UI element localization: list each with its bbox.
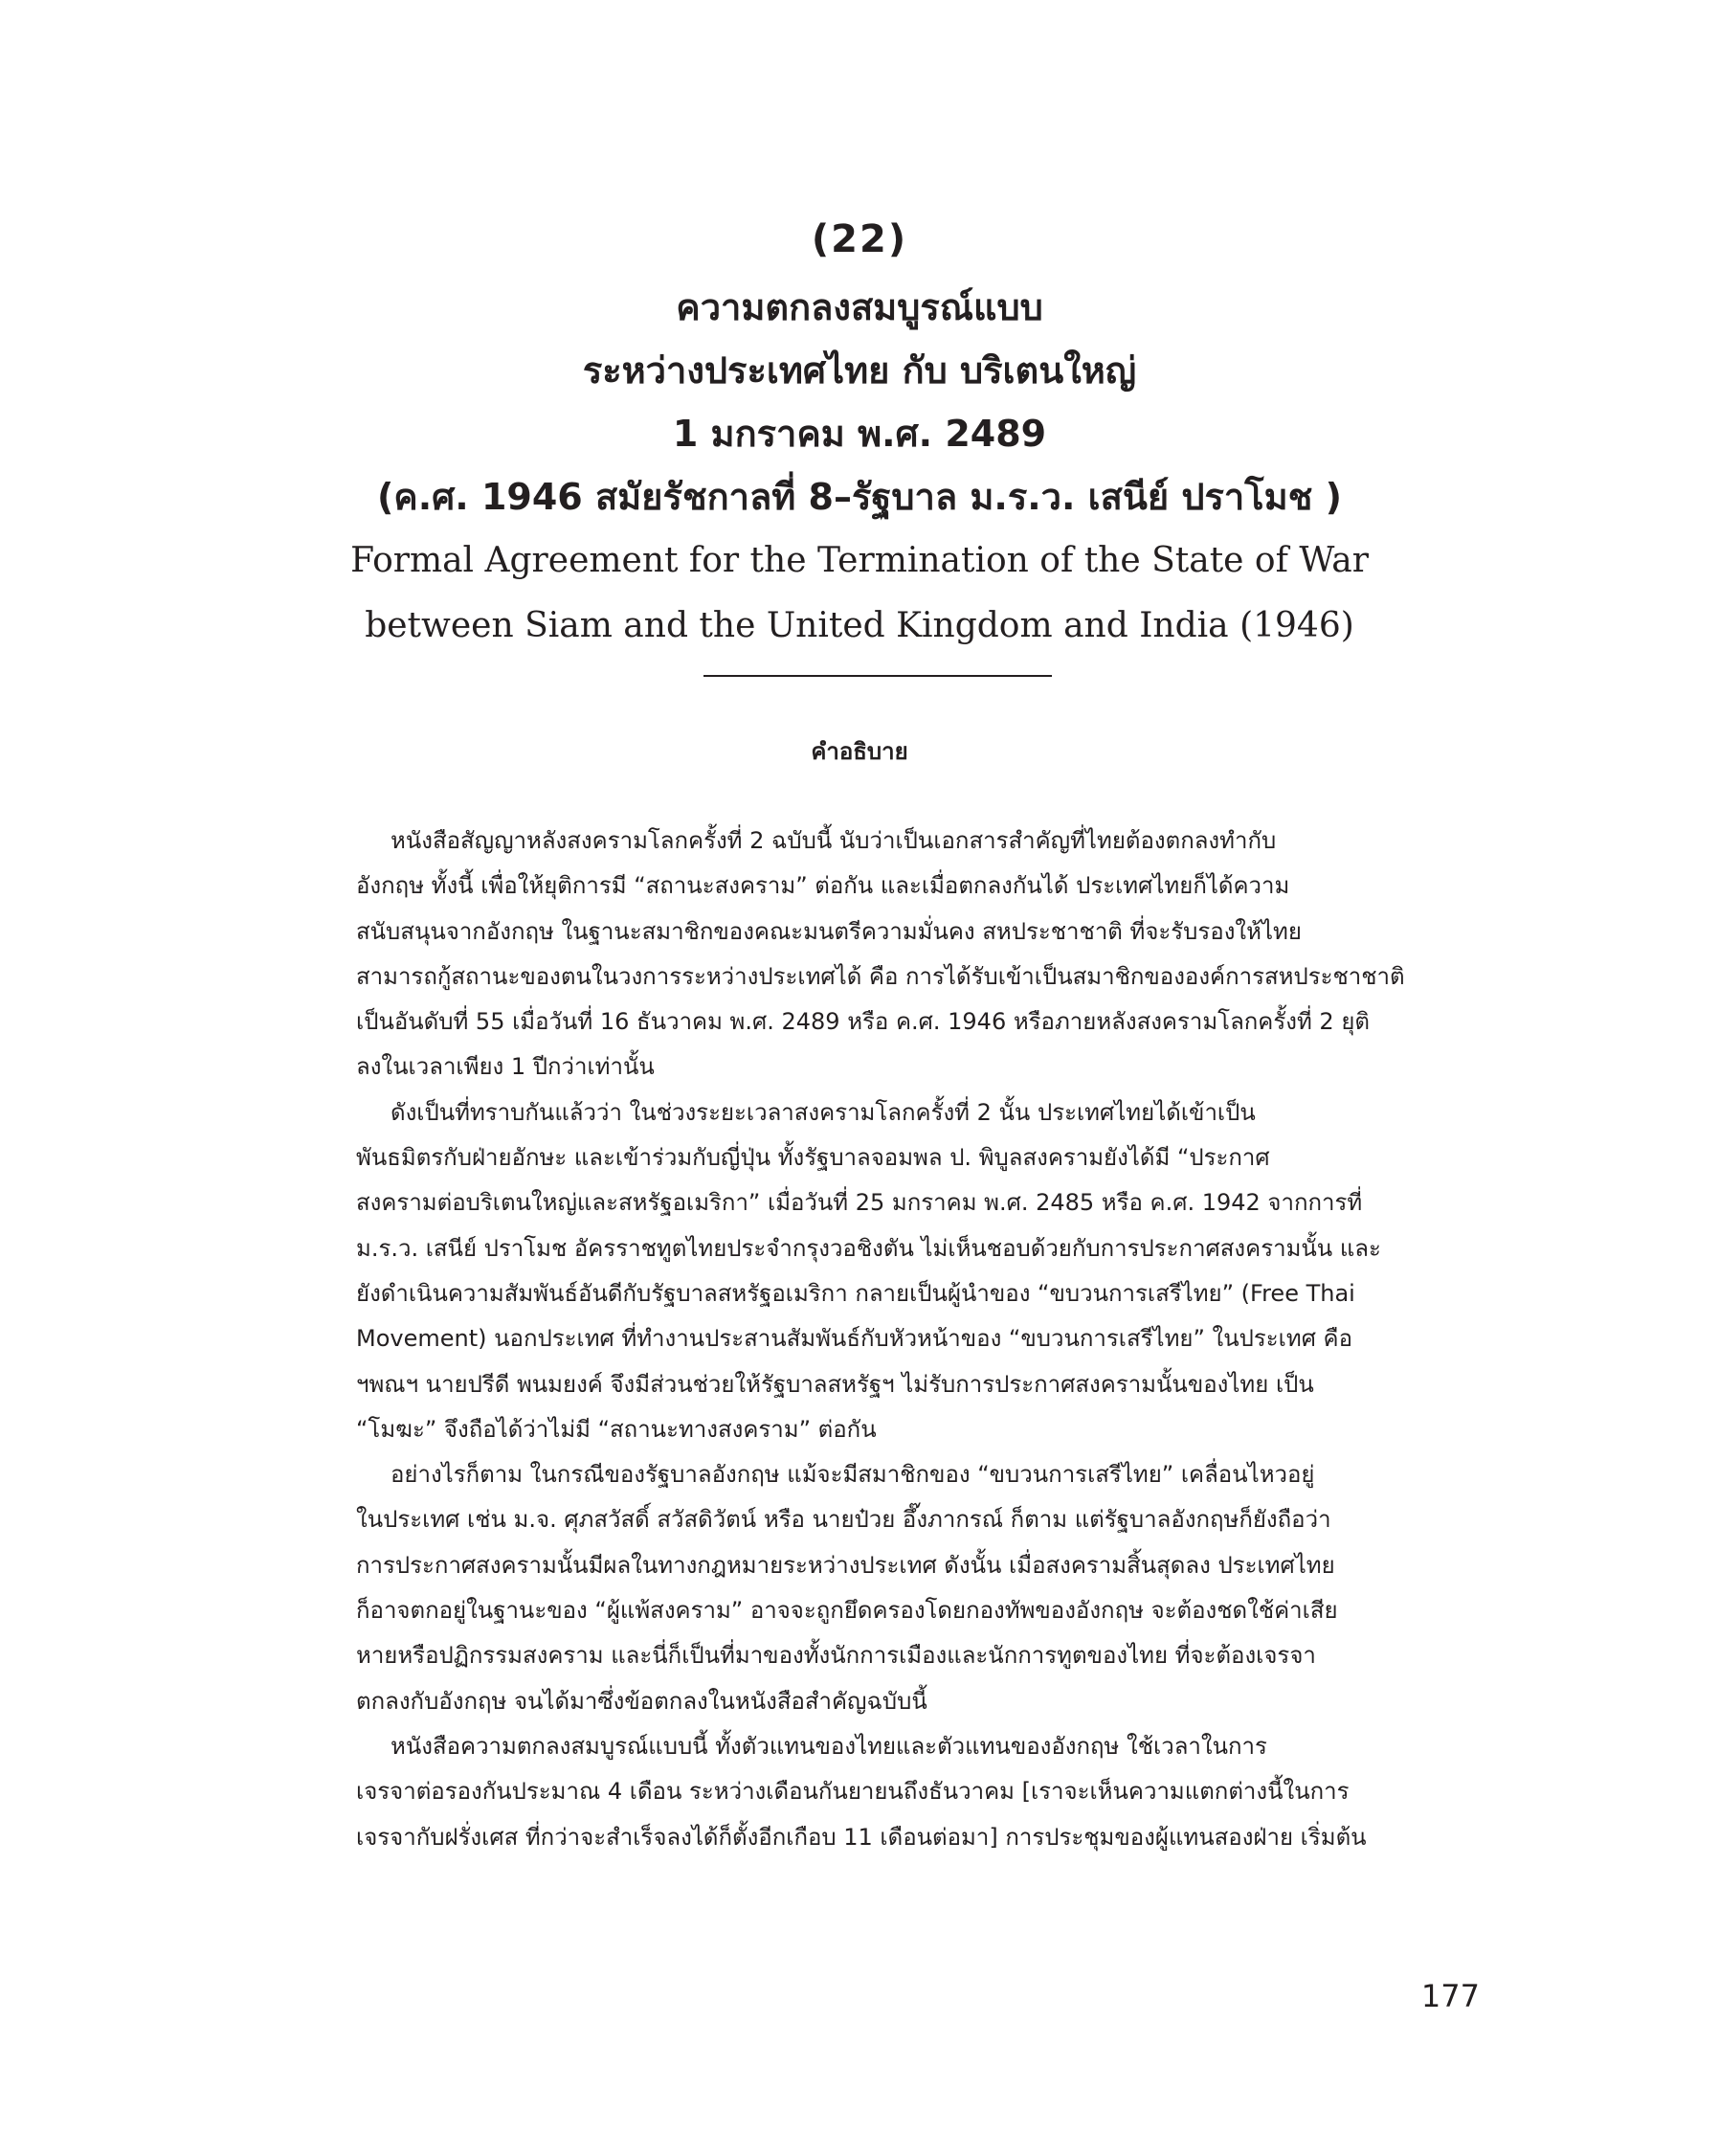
body-line: สนับสนุนจากอังกฤษ ในฐานะสมาชิกของคณะมนตรีความมั่นคง สหประชาชาติ ที่จะรับรองให้ไทย [356,917,1302,945]
body-line: สามารถกู้สถานะของตนในวงการระหว่างประเทศได้ คือ การได้รับเข้าเป็นสมาชิกขององค์การสหประชาชาติ [356,962,1405,990]
body-line: ตกลงกับอังกฤษ จนได้มาซึ่งข้อตกลงในหนังสือสำคัญฉบับนี้ [356,1687,927,1715]
body-line: หนังสือความตกลงสมบูรณ์แบบนี้ ทั้งตัวแทนของไทยและตัวแทนของอังกฤษ ใช้เวลาในการ [391,1732,1267,1760]
section-heading: คำอธิบาย [811,738,908,765]
thai-title-line-3: 1 มกราคม พ.ศ. 2489 [672,413,1047,455]
body-line: หายหรือปฏิกรรมสงคราม และนี่ก็เป็นที่มาของทั้งนักการเมืองและนักการทูตของไทย ที่จะต้องเจรจา [356,1642,1316,1670]
body-line: ยังดำเนินความสัมพันธ์อันดีกับรัฐบาลสหรัฐอเมริกา กลายเป็นผู้นำของ “ขบวนการเสรีไทย” (Free Thai [356,1279,1355,1307]
body-line: ก็อาจตกอยู่ในฐานะของ “ผู้แพ้สงคราม” อาจจะถูกยึดครองโดยกองทัพของอังกฤษ จะต้องชดใช้ค่าเสีย [356,1597,1338,1625]
body-line: สงครามต่อบริเตนใหญ่และสหรัฐอเมริกา” เมื่อวันที่ 25 มกราคม พ.ศ. 2485 หรือ ค.ศ. 1942 จากการที่ [356,1189,1363,1217]
page-number: 177 [1420,1978,1480,2014]
body-line: ในประเทศ เช่น ม.จ. ศุภสวัสดิ์ สวัสดิวัตน์ หรือ นายป๋วย อึ๊งภากรณ์ ก็ตาม แต่รัฐบาลอังกฤษก็ยังถือว่า [356,1506,1331,1534]
body-line: การประกาศสงครามนั้นมีผลในทางกฎหมายระหว่างประเทศ ดังนั้น เมื่อสงครามสิ้นสุดลง ประเทศไทย [356,1551,1335,1579]
document-number: (22) [811,217,908,261]
thai-title-line-4: (ค.ศ. 1946 สมัยรัชกาลที่ 8–รัฐบาล ม.ร.ว. เสนีย์ ปราโมช ) [376,476,1343,518]
english-title-line-2: between Siam and the United Kingdom and India (1946) [365,606,1354,645]
body-line: ลงในเวลาเพียง 1 ปีกว่าเท่านั้น [356,1053,655,1081]
body-line: อย่างไรก็ตาม ในกรณีของรัฐบาลอังกฤษ แม้จะมีสมาชิกของ “ขบวนการเสรีไทย” เคลื่อนไหวอยู่ [391,1461,1315,1489]
body-line: ม.ร.ว. เสนีย์ ปราโมช อัครราชทูตไทยประจำกรุงวอชิงตัน ไม่เห็นชอบด้วยกับการประกาศสงครามนั้น และ [356,1234,1381,1262]
body-line: พันธมิตรกับฝ่ายอักษะ และเข้าร่วมกับญี่ปุ่น ทั้งรัฐบาลจอมพล ป. พิบูลสงครามยังได้มี “ประกาศ [356,1144,1270,1172]
title-divider [703,675,1052,677]
thai-title-line-2: ระหว่างประเทศไทย กับ บริเตนใหญ่ [582,349,1137,392]
body-line: เจรจากับฝรั่งเศส ที่กว่าจะสำเร็จลงได้ก็ตั้งอีกเกือบ 11 เดือนต่อมา] การประชุมของผู้แทนสองฝ่าย เริ่มต้น [356,1823,1367,1851]
body-line: หนังสือสัญญาหลังสงครามโลกครั้งที่ 2 ฉบับนี้ นับว่าเป็นเอกสารสำคัญที่ไทยต้องตกลงทำกับ [391,827,1277,854]
body-line: Movement) นอกประเทศ ที่ทำงานประสานสัมพันธ์กับหัวหน้าของ “ขบวนการเสรีไทย” ในประเทศ คือ [356,1325,1353,1353]
body-line: เป็นอันดับที่ 55 เมื่อวันที่ 16 ธันวาคม พ.ศ. 2489 หรือ ค.ศ. 1946 หรือภายหลังสงครามโลกครั้งที่ 2 ยุติ [356,1008,1370,1036]
body-line: เจรจาต่อรองกันประมาณ 4 เดือน ระหว่างเดือนกันยายนถึงธันวาคม [เราจะเห็นความแตกต่างนี้ในการ [356,1778,1350,1806]
body-line: อังกฤษ ทั้งนี้ เพื่อให้ยุติการมี “สถานะสงคราม” ต่อกัน และเมื่อตกลงกันได้ ประเทศไทยก็ได้ความ [356,872,1290,900]
body-line: ฯพณฯ นายปรีดี พนมยงค์ จึงมีส่วนช่วยให้รัฐบาลสหรัฐฯ ไม่รับการประกาศสงครามนั้นของไทย เป็น [356,1370,1314,1398]
body-line: “โมฆะ” จึงถือได้ว่าไม่มี “สถานะทางสงคราม” ต่อกัน [356,1415,877,1443]
title-block [239,211,1480,659]
thai-title-line-1: ความตกลงสมบูรณ์แบบ [676,286,1043,328]
english-title-line-1: Formal Agreement for the Termination of the State of War [350,541,1369,580]
body-text [356,819,1472,1860]
body-line: ดังเป็นที่ทราบกันแล้วว่า ในช่วงระยะเวลาสงครามโลกครั้งที่ 2 นั้น ประเทศไทยได้เข้าเป็น [391,1098,1256,1126]
